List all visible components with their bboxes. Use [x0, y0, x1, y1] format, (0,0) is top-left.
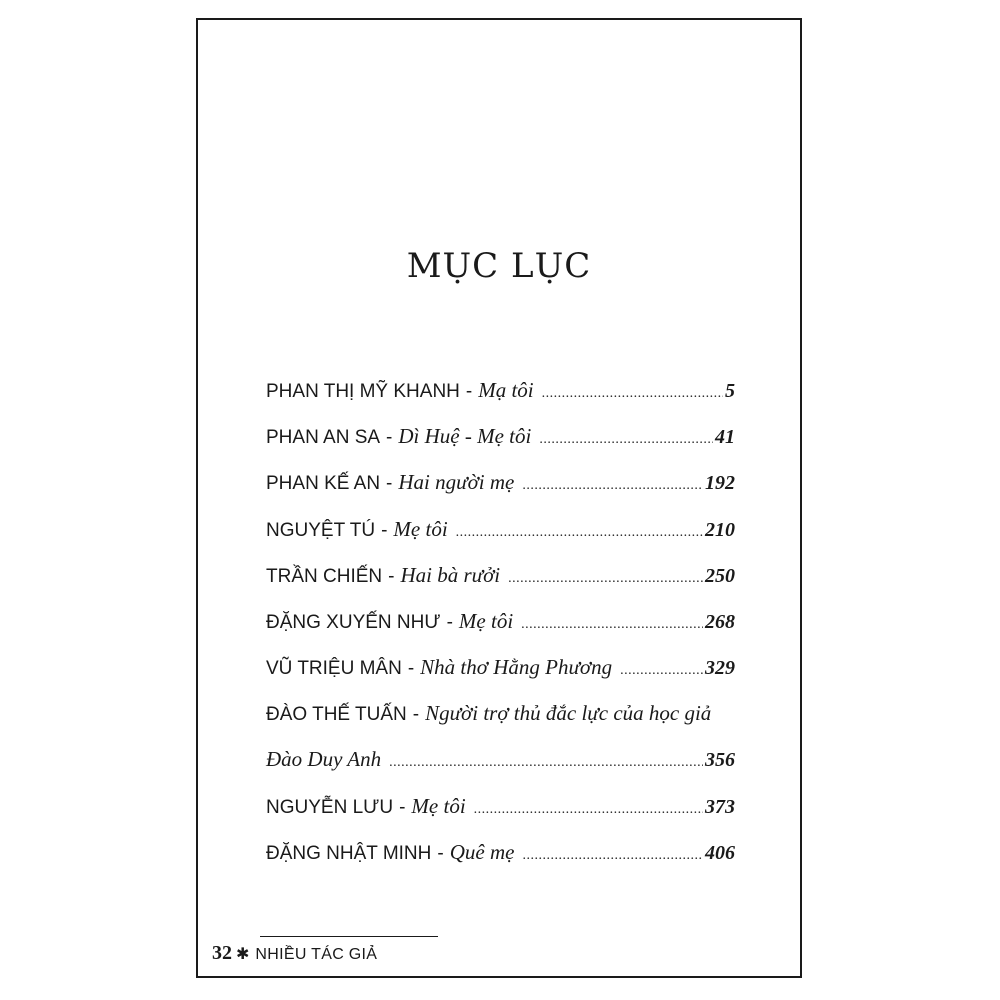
footer-rule	[260, 936, 438, 937]
toc-separator: -	[446, 611, 453, 633]
toc-separator: -	[399, 796, 406, 818]
toc-leader-dots	[389, 755, 703, 771]
toc-entry	[266, 424, 735, 454]
toc-leader-dots	[508, 571, 703, 587]
toc-leader-dots	[456, 525, 703, 541]
toc-work-title-continued: Đào Duy Anh	[266, 747, 382, 772]
toc-work-title: Mẹ tôi	[458, 608, 514, 633]
toc-author: TRẦN CHIẾN	[266, 565, 383, 587]
toc-author: ĐÀO THẾ TUẤN	[266, 704, 407, 726]
toc-entry	[266, 794, 735, 824]
toc-work-title: Mạ tôi	[478, 378, 534, 402]
toc-page-number: 5	[725, 380, 735, 402]
toc-page-number: 250	[705, 564, 735, 587]
toc-separator: -	[465, 381, 473, 402]
toc-page-number: 41	[715, 426, 735, 449]
toc-author: ĐẶNG NHẬT MINH	[266, 842, 432, 864]
toc-author: ĐẶNG XUYẾN NHƯ	[266, 611, 441, 633]
toc-separator: -	[386, 473, 393, 495]
toc-page-number: 192	[705, 472, 735, 495]
toc-separator: -	[407, 658, 415, 680]
star-icon: ✱	[236, 944, 250, 963]
footer-page-number: 32	[212, 942, 232, 964]
book-page	[196, 18, 802, 978]
toc-entry	[266, 840, 735, 870]
toc-work-title: Người trợ thủ đắc lực của học giả	[425, 701, 712, 726]
toc-leader-dots	[474, 802, 703, 818]
toc-work-title: Mẹ tôi	[411, 793, 466, 818]
toc-entry	[266, 655, 735, 685]
toc-page-number: 268	[705, 610, 735, 633]
page-title: MỤC LỤC	[406, 246, 592, 286]
toc-leader-dots	[539, 432, 713, 448]
toc-leader-dots	[522, 848, 703, 864]
toc-leader-dots	[620, 663, 703, 679]
toc-author: PHAN AN SA	[266, 427, 381, 449]
toc-page-number: 210	[705, 518, 735, 541]
toc-separator: -	[381, 519, 388, 541]
toc-leader-dots	[522, 478, 703, 494]
toc-entry	[266, 609, 735, 639]
toc-entry-continuation	[266, 747, 735, 777]
toc-leader-dots	[542, 386, 723, 402]
toc-work-title: Hai người mẹ	[398, 470, 515, 495]
toc-entry	[266, 470, 735, 500]
toc-author: PHAN KẾ AN	[266, 473, 381, 495]
toc-entry	[266, 378, 735, 408]
toc-separator: -	[412, 704, 420, 726]
toc-page-number: 356	[705, 749, 735, 772]
toc-work-title: Nhà thơ Hằng Phương	[420, 655, 613, 680]
toc-author: NGUYỆT TÚ	[266, 519, 376, 541]
toc-work-title: Quê mẹ	[449, 839, 515, 864]
toc-page-number: 329	[705, 657, 735, 680]
page-footer	[212, 942, 377, 965]
toc-work-title: Hai bà rưởi	[400, 562, 501, 587]
toc-separator: -	[437, 842, 444, 864]
toc-page-number: 373	[705, 795, 735, 818]
table-of-contents	[266, 378, 735, 886]
toc-page-number: 406	[705, 841, 735, 864]
footer-book-author: NHIỀU TÁC GIẢ	[255, 946, 378, 963]
toc-separator: -	[386, 427, 393, 449]
toc-work-title: Dì Huệ - Mẹ tôi	[398, 424, 532, 449]
toc-entry	[266, 701, 735, 731]
toc-separator: -	[388, 565, 395, 587]
toc-entry	[266, 517, 735, 547]
toc-author: NGUYỄN LƯU	[266, 796, 394, 818]
toc-leader-dots	[521, 617, 703, 633]
toc-author: VŨ TRIỆU MÂN	[266, 658, 402, 680]
toc-work-title: Mẹ tôi	[393, 516, 448, 541]
toc-author: PHAN THỊ MỸ KHANH	[266, 381, 460, 402]
toc-entry	[266, 563, 735, 593]
